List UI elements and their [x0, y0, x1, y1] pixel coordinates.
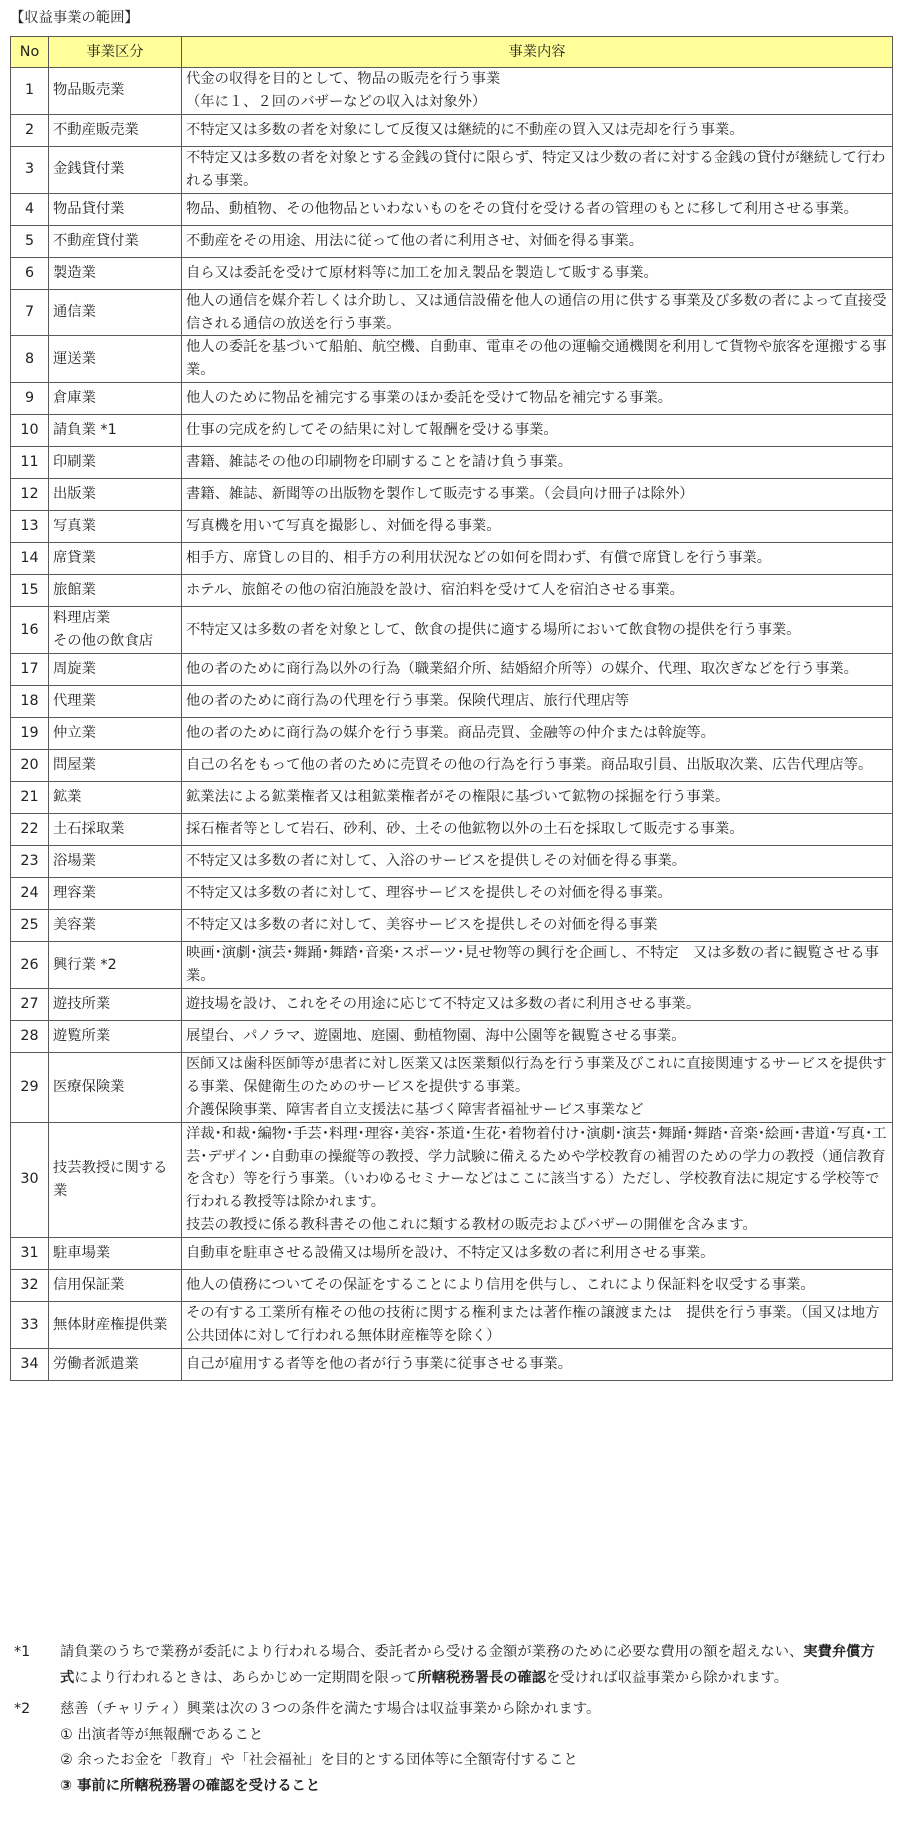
row-content: 他の者のために商行為の代理を行う事業。保険代理店、旅行代理店等	[182, 686, 893, 718]
row-content: 他の者のために商行為の媒介を行う事業。商品売買、金融等の仲介または斡旋等。	[182, 718, 893, 750]
row-category: 理容業	[49, 878, 182, 910]
row-number: 33	[11, 1302, 49, 1349]
row-content: 不特定又は多数の者を対象とする金銭の貸付に限らず、特定又は少数の者に対する金銭の貸付が継続して行われる事業。	[182, 146, 893, 193]
row-content: 自己の名をもって他の者のために売買その他の行為を行う事業。商品取引員、出版取次業、広告代理店等。	[182, 750, 893, 782]
row-category: 遊技所業	[49, 988, 182, 1020]
footnote-body	[60, 1697, 886, 1799]
footnote-text: により行われるときは、あらかじめ一定期間を限って	[74, 1669, 418, 1686]
business-table	[10, 36, 893, 1381]
row-content: 洋裁･和裁･編物･手芸･料理･理容･美容･茶道･生花･着物着付け･演劇･演芸･舞踊･舞踏･音楽･絵画･書道･写真･工芸･デザイン･自動車の操縦等の教授、学力試験に備えるためや学校教育の補習のための学力の教授（通信教育を含む）等を行う事業。（いわゆるセミナーなどはここに該当する）ただし、学校教育法に規定する学校等で行われる教授等は除かれます。 技芸の教授に係る教科書その他これに類する教材の販売およびバザーの開催を含みます。	[182, 1122, 893, 1238]
condition-item	[60, 1774, 886, 1800]
row-number: 18	[11, 686, 49, 718]
table-row	[11, 782, 893, 814]
row-category: 印刷業	[49, 447, 182, 479]
row-number: 25	[11, 910, 49, 942]
row-number: 13	[11, 511, 49, 543]
table-row	[11, 1122, 893, 1238]
footnote-emphasis: 実費弁償方式	[60, 1644, 875, 1686]
table-row	[11, 511, 893, 543]
row-category: 請負業 *1	[49, 415, 182, 447]
row-number: 6	[11, 257, 49, 289]
table-header-row	[11, 37, 893, 68]
row-number: 8	[11, 336, 49, 383]
row-content: 自己が雇用する者等を他の者が行う事業に従事させる事業。	[182, 1348, 893, 1380]
row-number: 3	[11, 146, 49, 193]
footnote-1	[14, 1640, 886, 1691]
row-number: 24	[11, 878, 49, 910]
row-number: 27	[11, 988, 49, 1020]
footnote-mark: *1	[14, 1644, 31, 1660]
row-number: 32	[11, 1270, 49, 1302]
table-row	[11, 575, 893, 607]
row-number: 12	[11, 479, 49, 511]
table-row	[11, 1302, 893, 1349]
row-number: 14	[11, 543, 49, 575]
row-number: 1	[11, 68, 49, 115]
row-content: 展望台、パノラマ、遊園地、庭園、動植物園、海中公園等を観覧させる事業。	[182, 1020, 893, 1052]
header-no: No	[11, 37, 49, 68]
row-category: 旅館業	[49, 575, 182, 607]
row-category: 技芸教授に関する業	[49, 1122, 182, 1238]
row-number: 31	[11, 1238, 49, 1270]
condition-item: ① 出演者等が無報酬であること	[60, 1726, 264, 1743]
table-row	[11, 878, 893, 910]
footnote-intro: 慈善（チャリティ）興業は次の３つの条件を満たす場合は収益事業から除かれます。	[60, 1701, 601, 1717]
row-content: 書籍、雑誌その他の印刷物を印刷することを請け負う事業。	[182, 447, 893, 479]
table-row	[11, 479, 893, 511]
row-category: 金銭貸付業	[49, 146, 182, 193]
table-row	[11, 1052, 893, 1122]
footnote-text: 請負業のうちで業務が委託により行われる場合、委託者から受ける金額が業務のために必要な費用の額を超えない、	[60, 1644, 804, 1660]
row-number: 2	[11, 114, 49, 146]
row-content: 鉱業法による鉱業権者又は租鉱業権者がその権限に基づいて鉱物の採掘を行う事業。	[182, 782, 893, 814]
table-row	[11, 1238, 893, 1270]
row-category: 興行業 *2	[49, 942, 182, 989]
table-row	[11, 114, 893, 146]
table-row	[11, 146, 893, 193]
row-content: 書籍、雑誌、新聞等の出版物を製作して販売する事業。（会員向け冊子は除外）	[182, 479, 893, 511]
footnote-body	[60, 1640, 886, 1691]
table-row	[11, 846, 893, 878]
row-number: 5	[11, 225, 49, 257]
table-row	[11, 814, 893, 846]
row-category: 浴場業	[49, 846, 182, 878]
row-category: 不動産貸付業	[49, 225, 182, 257]
table-row	[11, 543, 893, 575]
row-category: 写真業	[49, 511, 182, 543]
table-row	[11, 68, 893, 115]
row-number: 9	[11, 383, 49, 415]
row-content: 不特定又は多数の者を対象として、飲食の提供に適する場所において飲食物の提供を行う事業。	[182, 607, 893, 654]
row-content: 仕事の完成を約してその結果に対して報酬を受ける事業。	[182, 415, 893, 447]
table-row	[11, 447, 893, 479]
footnote-text: を受ければ収益事業から除かれます。	[546, 1669, 788, 1686]
table-row	[11, 607, 893, 654]
row-category: 席貸業	[49, 543, 182, 575]
table-row	[11, 193, 893, 225]
row-category: 運送業	[49, 336, 182, 383]
header-category: 事業区分	[49, 37, 182, 68]
row-category: 代理業	[49, 686, 182, 718]
table-row	[11, 718, 893, 750]
footnote-2	[14, 1697, 886, 1799]
row-category: 無体財産権提供業	[49, 1302, 182, 1349]
row-category: 物品販売業	[49, 68, 182, 115]
row-content: 採石権者等として岩石、砂利、砂、土その他鉱物以外の土石を採取して販売する事業。	[182, 814, 893, 846]
condition-emphasis: ③ 事前に所轄税務署の確認を受けること	[60, 1777, 321, 1794]
row-content: 他人の通信を媒介若しくは介助し、又は通信設備を他人の通信の用に供する事業及び多数の者によって直接受信される通信の放送を行う事業。	[182, 289, 893, 336]
row-category: 出版業	[49, 479, 182, 511]
footnote-emphasis: 所轄税務署長の確認	[417, 1669, 547, 1686]
row-number: 10	[11, 415, 49, 447]
table-row	[11, 383, 893, 415]
row-category: 医療保険業	[49, 1052, 182, 1122]
row-number: 16	[11, 607, 49, 654]
table-row	[11, 654, 893, 686]
table-row	[11, 1270, 893, 1302]
row-number: 4	[11, 193, 49, 225]
row-content: その有する工業所有権その他の技術に関する権利または著作権の譲渡または 提供を行う事業。（国又は地方公共団体に対して行われる無体財産権等を除く）	[182, 1302, 893, 1349]
table-row	[11, 1348, 893, 1380]
header-content: 事業内容	[182, 37, 893, 68]
table-row	[11, 257, 893, 289]
row-content: 他人のために物品を補完する事業のほか委託を受けて物品を補完する事業。	[182, 383, 893, 415]
row-number: 28	[11, 1020, 49, 1052]
row-number: 22	[11, 814, 49, 846]
table-row	[11, 750, 893, 782]
row-content: 自動車を駐車させる設備又は場所を設け、不特定又は多数の者に利用させる事業。	[182, 1238, 893, 1270]
row-number: 7	[11, 289, 49, 336]
row-category: 労働者派遣業	[49, 1348, 182, 1380]
table-row	[11, 289, 893, 336]
row-content: 他人の債務についてその保証をすることにより信用を供与し、これにより保証料を収受する事業。	[182, 1270, 893, 1302]
row-content: 映画･演劇･演芸･舞踊･舞踏･音楽･スポーツ･見せ物等の興行を企画し、不特定 又は多数の者に観覧させる事業。	[182, 942, 893, 989]
row-content: 医師又は歯科医師等が患者に対し医業又は医業類似行為を行う事業及びこれに直接関連するサービスを提供する事業、保健衛生のためのサービスを提供する事業。 介護保険事業、障害者自立支援法に基づく障害者福祉サービス事業など	[182, 1052, 893, 1122]
row-content: 代金の収得を目的として、物品の販売を行う事業 （年に１、２回のバザーなどの収入は対象外）	[182, 68, 893, 115]
row-content: 写真機を用いて写真を撮影し、対価を得る事業。	[182, 511, 893, 543]
row-content: 不特定又は多数の者に対して、美容サービスを提供しその対価を得る事業	[182, 910, 893, 942]
row-category: 駐車場業	[49, 1238, 182, 1270]
row-category: 美容業	[49, 910, 182, 942]
table-row	[11, 686, 893, 718]
row-content: 自ら又は委託を受けて原材料等に加工を加え製品を製造して販する事業。	[182, 257, 893, 289]
row-number: 17	[11, 654, 49, 686]
row-category: 物品貸付業	[49, 193, 182, 225]
row-category: 倉庫業	[49, 383, 182, 415]
row-category: 鉱業	[49, 782, 182, 814]
row-number: 15	[11, 575, 49, 607]
row-content: 遊技場を設け、これをその用途に応じて不特定又は多数の者に利用させる事業。	[182, 988, 893, 1020]
row-category: 遊覧所業	[49, 1020, 182, 1052]
table-row	[11, 988, 893, 1020]
row-number: 19	[11, 718, 49, 750]
row-category: 仲立業	[49, 718, 182, 750]
row-content: 他人の委託を基づいて船舶、航空機、自動車、電車その他の運輸交通機関を利用して貨物や旅客を運搬する事業。	[182, 336, 893, 383]
row-content: 不特定又は多数の者に対して、理容サービスを提供しその対価を得る事業。	[182, 878, 893, 910]
row-category: 問屋業	[49, 750, 182, 782]
table-row	[11, 415, 893, 447]
row-content: 不特定又は多数の者に対して、入浴のサービスを提供しその対価を得る事業。	[182, 846, 893, 878]
footnote-mark: *2	[14, 1701, 31, 1717]
row-number: 11	[11, 447, 49, 479]
row-category: 周旋業	[49, 654, 182, 686]
table-row	[11, 1020, 893, 1052]
row-content: 不特定又は多数の者を対象にして反復又は継続的に不動産の買入又は売却を行う事業。	[182, 114, 893, 146]
table-row	[11, 225, 893, 257]
row-number: 26	[11, 942, 49, 989]
row-number: 29	[11, 1052, 49, 1122]
page-title: 【収益事業の範囲】	[10, 10, 139, 26]
row-category: 製造業	[49, 257, 182, 289]
table-row	[11, 942, 893, 989]
row-content: 不動産をその用途、用法に従って他の者に利用させ、対価を得る事業。	[182, 225, 893, 257]
row-content: 他の者のために商行為以外の行為（職業紹介所、結婚紹介所等）の媒介、代理、取次ぎなどを行う事業。	[182, 654, 893, 686]
row-category: 不動産販売業	[49, 114, 182, 146]
row-number: 30	[11, 1122, 49, 1238]
row-number: 21	[11, 782, 49, 814]
footnotes	[14, 1640, 886, 1799]
condition-list	[60, 1723, 886, 1800]
row-category: 土石採取業	[49, 814, 182, 846]
row-category: 料理店業 その他の飲食店	[49, 607, 182, 654]
row-number: 34	[11, 1348, 49, 1380]
row-content: 相手方、席貸しの目的、相手方の利用状況などの如何を問わず、有償で席貸しを行う事業。	[182, 543, 893, 575]
table-row	[11, 910, 893, 942]
row-category: 通信業	[49, 289, 182, 336]
row-content: ホテル、旅館その他の宿泊施設を設け、宿泊料を受けて人を宿泊させる事業。	[182, 575, 893, 607]
table-row	[11, 336, 893, 383]
row-number: 23	[11, 846, 49, 878]
table-body	[11, 68, 893, 1381]
row-category: 信用保証業	[49, 1270, 182, 1302]
row-content: 物品、動植物、その他物品といわないものをその貸付を受ける者の管理のもとに移して利用させる事業。	[182, 193, 893, 225]
row-number: 20	[11, 750, 49, 782]
condition-item: ② 余ったお金を「教育」や「社会福祉」を目的とする団体等に全額寄付すること	[60, 1752, 578, 1768]
